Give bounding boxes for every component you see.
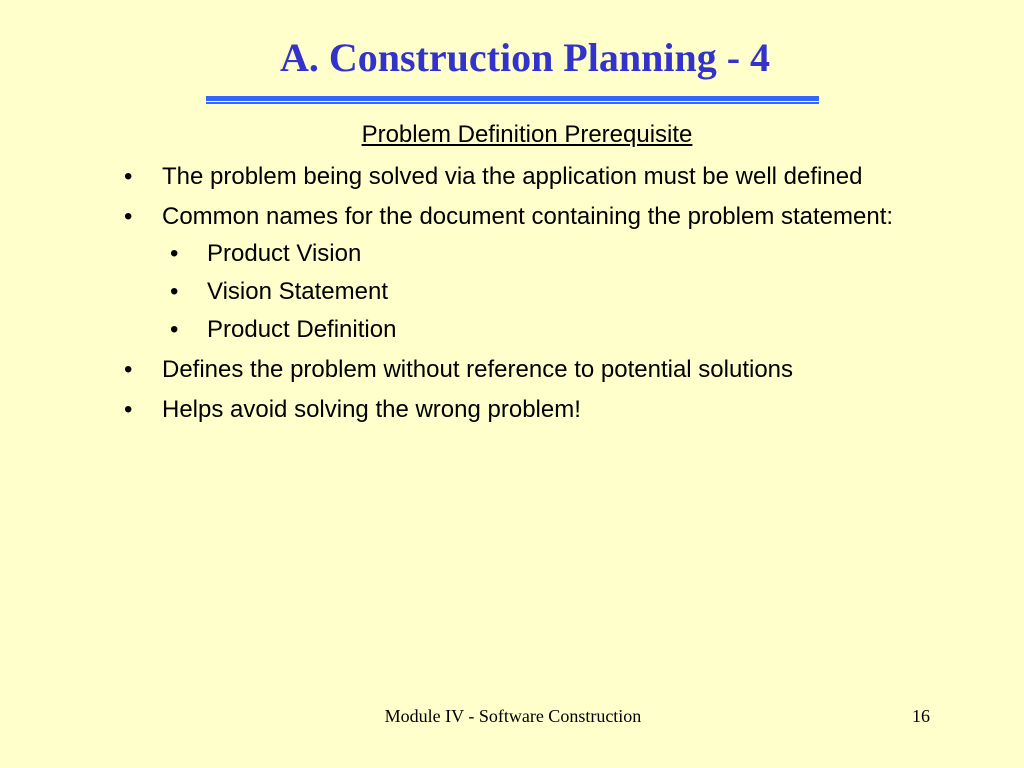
- footer-module-title: Module IV - Software Construction: [384, 706, 642, 726]
- sub-bullet-text: Product Vision: [207, 240, 362, 267]
- bullet-text: Defines the problem without reference to potential solutions: [162, 356, 794, 383]
- bullet-icon: •: [124, 203, 133, 230]
- sub-bullet-list: [162, 237, 918, 346]
- title-divider: [206, 96, 819, 105]
- sub-bullet-icon: •: [170, 278, 179, 305]
- bullet-list: [118, 160, 918, 433]
- slide-subtitle: Problem Definition Prerequisite: [361, 121, 693, 148]
- bullet-icon: •: [124, 163, 133, 190]
- bullet-icon: •: [124, 396, 133, 423]
- title-divider-thin: [206, 102, 819, 104]
- sub-bullet-icon: •: [170, 316, 179, 343]
- bullet-text: Helps avoid solving the wrong problem!: [162, 396, 581, 423]
- sub-bullet-icon: •: [170, 240, 179, 267]
- bullet-item: [118, 200, 918, 346]
- bullet-item: [118, 160, 918, 193]
- bullet-text: The problem being solved via the application must be well defined: [162, 163, 863, 190]
- title-divider-thick: [206, 96, 819, 101]
- sub-bullet-item: [162, 237, 918, 270]
- sub-bullet-item: [162, 275, 918, 308]
- sub-bullet-text: Product Definition: [207, 316, 397, 343]
- sub-bullet-text: Vision Statement: [207, 278, 388, 305]
- bullet-item: [118, 353, 918, 386]
- bullet-text: Common names for the document containing the problem statement:: [162, 203, 894, 230]
- bullet-icon: •: [124, 356, 133, 383]
- sub-bullet-item: [162, 313, 918, 346]
- page-number: 16: [912, 706, 930, 726]
- bullet-item: [118, 393, 918, 426]
- slide-footer: [0, 706, 1024, 730]
- slide-title: A. Construction Planning - 4: [279, 35, 771, 80]
